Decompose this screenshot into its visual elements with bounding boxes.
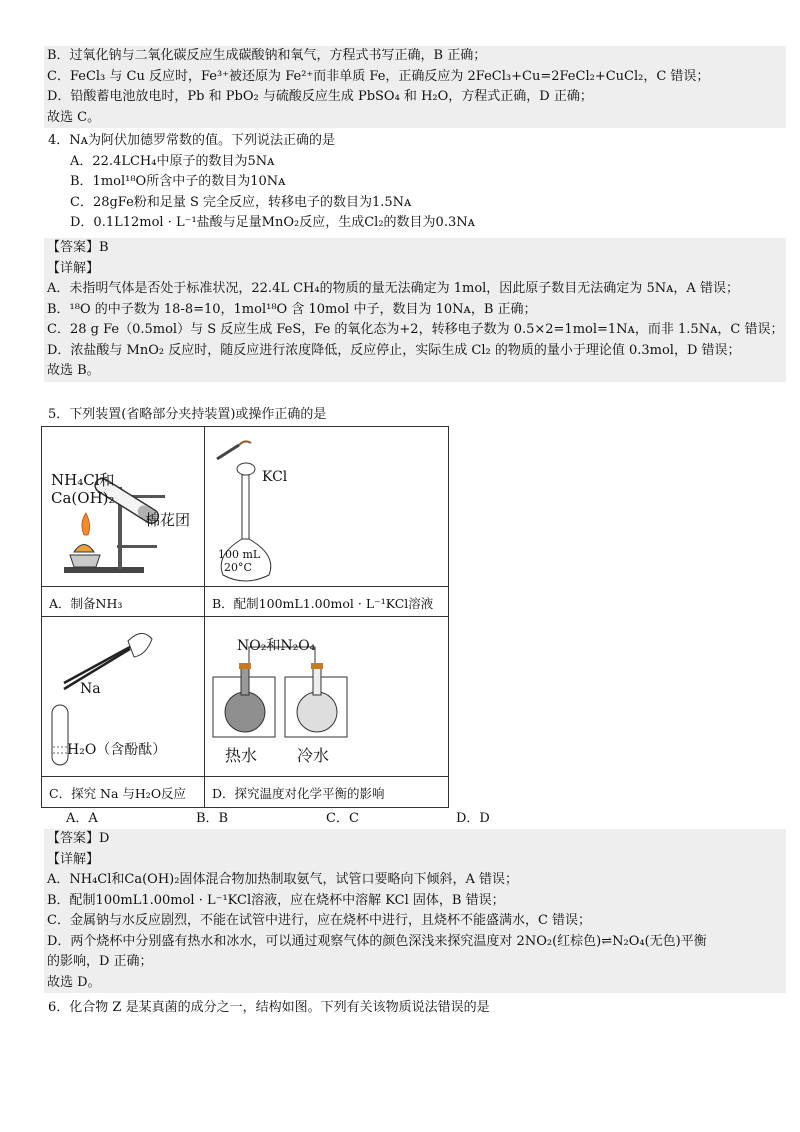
q6-stem: 6．化合物 Z 是某真菌的成分之一，结构如图。下列有关该物质说法错误的是 (48, 1000, 490, 1015)
fig-b-label-3: 20°C (224, 561, 252, 574)
question-4 (0, 131, 800, 234)
fig-d-label-3: 冷水 (297, 746, 330, 765)
q5-choice-c: C．C (326, 811, 359, 826)
q4-answer: 【答案】B (47, 240, 109, 255)
caption-cell-c (42, 777, 205, 807)
q5-explain-end: 故选 D。 (47, 974, 101, 990)
q5-choice-d: D．D (456, 811, 490, 826)
q5-explanation (44, 829, 786, 993)
q4-option-c: C．28gFe粉和足量 S 完全反应，转移电子的数目为1.5Nᴀ (70, 194, 412, 210)
q5-explain-d-2: 的影响，D 正确； (47, 954, 153, 969)
q4-explanation (44, 238, 786, 382)
fig-b-label-1: KCl (262, 469, 288, 485)
q4-option-d: D．0.1L12mol · L⁻¹盐酸与足量MnO₂反应，生成Cl₂的数目为0.3Nᴀ (70, 215, 475, 230)
q4-detail: 【详解】 (47, 260, 100, 276)
q5-explain-c: C．金属钠与水反应剧烈，不能在试管中进行，应在烧杯中进行，且烧杯不能盛满水，C 错误； (47, 913, 592, 928)
explain-c: C．FeCl₃ 与 Cu 反应时，Fe³⁺被还原为 Fe²⁺而非单质 Fe，正确反应为 2FeCl₃+Cu=2FeCl₂+CuCl₂，C 错误； (47, 68, 710, 84)
q5-choice-a: A．A (66, 811, 98, 826)
figure-cell-b (205, 427, 448, 587)
figure-cell-c (42, 617, 205, 777)
q4-explain-end: 故选 B。 (47, 363, 100, 378)
explain-d: D．铅酸蓄电池放电时，Pb 和 PbO₂ 与硫酸反应生成 PbSO₄ 和 H₂O，方程式正确，D 正确； (47, 89, 593, 104)
caption-a: A．制备NH₃ (49, 596, 123, 611)
caption-b: B．配制100mL1.00mol · L⁻¹KCl溶液 (212, 596, 434, 611)
figure-cell-a (42, 427, 205, 587)
fig-d-label-2: 热水 (225, 746, 258, 765)
q5-explain-d-1: D．两个烧杯中分别盛有热水和冰水，可以通过观察气体的颜色深浅来探究温度对 2NO₂(红棕色)⇌N₂O₄(无色)平衡 (47, 933, 707, 949)
fig-a-label-1: NH₄Cl和 (51, 471, 115, 489)
fig-c-label-1: Na (80, 681, 101, 697)
fig-a-label-3: 棉花团 (145, 511, 191, 529)
q5-answer: 【答案】D (47, 831, 110, 846)
fig-b-label-2: 100 mL (218, 548, 261, 561)
q4-explain-c: C．28 g Fe（0.5mol）与 S 反应生成 FeS，Fe 的氧化态为+2，转移电子数为 0.5×2=1mol=1Nᴀ，而非 1.5Nᴀ，C 错误； (47, 322, 784, 337)
explain-b: B．过氧化钠与二氧化碳反应生成碳酸钠和氧气，方程式书写正确，B 正确； (47, 48, 487, 63)
prev-explanation (44, 46, 786, 128)
explain-end: 故选 C。 (47, 109, 101, 125)
caption-d: D．探究温度对化学平衡的影响 (212, 786, 385, 801)
q5-explain-b: B．配制100mL1.00mol · L⁻¹KCl溶液，应在烧杯中溶解 KCl 固体，B 错误； (47, 892, 505, 908)
q4-explain-b: B．¹⁸O 的中子数为 18-8=10，1mol¹⁸O 含 10mol 中子，数目为 10Nᴀ，B 正确； (47, 301, 537, 317)
q5-explain-a: A．NH₄Cl和Ca(OH)₂固体混合物加热制取氨气，试管口要略向下倾斜，A 错误； (47, 872, 518, 887)
q4-option-a: A．22.4LCH₄中原子的数目为5Nᴀ (70, 153, 275, 169)
figure-cell-d (205, 617, 448, 777)
caption-cell-b (205, 587, 448, 617)
q4-option-b: B．1mol¹⁸O所含中子的数目为10Nᴀ (70, 174, 286, 189)
q4-stem: 4．Nᴀ为阿伏加德罗常数的值。下列说法正确的是 (48, 133, 335, 148)
caption-cell-a (42, 587, 205, 617)
q5-choice-b: B．B (196, 811, 229, 826)
fig-a-label-2: Ca(OH)₂ (51, 489, 115, 507)
q5-stem: 5．下列装置(省略部分夹持装置)或操作正确的是 (48, 407, 327, 422)
q5-detail: 【详解】 (47, 851, 100, 867)
apparatus-figure-grid (41, 426, 449, 808)
caption-c: C．探究 Na 与H₂O反应 (49, 786, 187, 801)
caption-cell-d (205, 777, 448, 807)
fig-d-label-1: NO₂和N₂O₄ (237, 638, 316, 654)
q4-explain-d: D．浓盐酸与 MnO₂ 反应时，随反应进行浓度降低，反应停止，实际生成 Cl₂ 的物质的量小于理论值 0.3mol，D 错误； (47, 342, 741, 358)
q4-explain-a: A．未指明气体是否处于标准状况，22.4L CH₄的物质的量无法确定为 1mol，因此原子数目无法确定为 5Nᴀ，A 错误； (47, 281, 739, 296)
fig-c-label-2: H₂O（含酚酞） (67, 742, 167, 758)
q5-choices (66, 809, 586, 829)
